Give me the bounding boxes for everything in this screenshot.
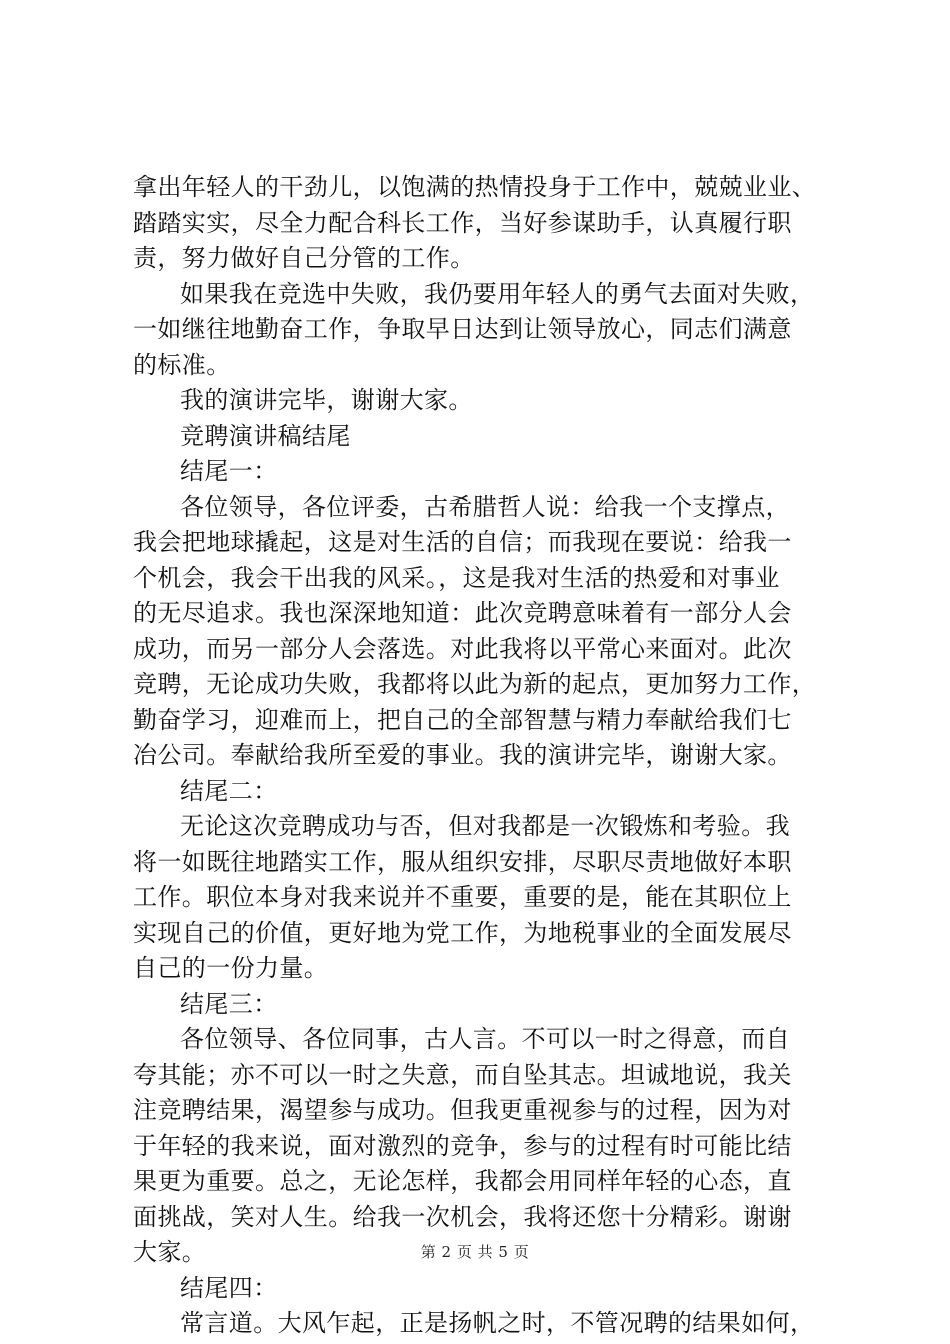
text-line: 常言道。大风乍起，正是扬帆之时，不管况聘的结果如何， (180, 1309, 815, 1337)
text-line: 的无尽追求。我也深深地知道：此次竞聘意味着有一部分人会 (133, 599, 792, 627)
text-line: 自己的一份力量。 (133, 954, 329, 982)
text-line: 面挑战，笑对人生。给我一次机会，我将还您十分精彩。谢谢 (133, 1202, 792, 1231)
text-line: 踏踏实实，尽全力配合科长工作，当好参谋助手，认真履行职 (133, 208, 792, 237)
text-line: 拿出年轻人的干劲儿，以饱满的热情投身于工作中，兢兢业业、 (133, 173, 817, 201)
text-line: 大家。 (133, 1238, 207, 1266)
text-line: 结尾二： (180, 776, 278, 805)
text-line: 我会把地球撬起，这是对生活的自信；而我现在要说：给我一 (133, 528, 792, 556)
text-line: 一如继往地勤奋工作，争取早日达到让领导放心，同志们满意 (133, 315, 792, 343)
text-line: 成功，而另一部分人会落选。对此我将以平常心来面对。此次 (133, 634, 792, 663)
text-line: 果更为重要。总之，无论怎样，我都会用同样年轻的心态，直 (133, 1167, 792, 1195)
text-line: 无论这次竞聘成功与否，但对我都是一次锻炼和考验。我 (180, 812, 790, 840)
text-line: 的标准。 (133, 350, 231, 379)
page-footer: 第 2 页 共 5 页 (420, 1243, 530, 1261)
text-line: 结尾一： (180, 457, 278, 485)
text-line: 各位领导，各位评委，古希腊哲人说：给我一个支撑点， (180, 492, 790, 521)
text-line: 结尾三： (180, 989, 278, 1018)
text-line: 注竞聘结果，渴望参与成功。但我更重视参与的过程，因为对 (133, 1096, 792, 1124)
text-line: 竞聘演讲稿结尾 (180, 421, 351, 450)
text-line: 工作。职位本身对我来说并不重要，重要的是，能在其职位上 (133, 883, 792, 911)
document-body (133, 170, 833, 1342)
text-line: 于年轻的我来说，面对激烈的竞争，参与的过程有时可能比结 (133, 1131, 792, 1160)
text-line: 如果我在竞选中失败，我仍要用年轻人的勇气去面对失败， (180, 279, 815, 308)
text-line: 冶公司。奉献给我所至爱的事业。我的演讲完毕，谢谢大家。 (133, 741, 792, 769)
text-line: 各位领导、各位同事，古人言。不可以一时之得意，而自 (180, 1025, 790, 1053)
text-line: 个机会，我会干出我的风采。，这是我对生活的热爱和对事业 (133, 563, 780, 592)
text-line: 结尾四： (180, 1273, 278, 1302)
text-line: 我的演讲完毕，谢谢大家。 (180, 386, 473, 414)
text-line: 责，努力做好自己分管的工作。 (133, 244, 475, 272)
text-line: 夸其能；亦不可以一时之失意，而自坠其志。坦诚地说，我关 (133, 1060, 792, 1089)
text-line: 实现自己的价值，更好地为党工作，为地税事业的全面发展尽 (133, 918, 792, 947)
text-line: 勤奋学习，迎难而上，把自己的全部智慧与精力奉献给我们七 (133, 705, 792, 734)
text-line: 将一如既往地踏实工作，服从组织安排，尽职尽责地做好本职 (133, 847, 792, 876)
text-line: 竞聘，无论成功失败，我都将以此为新的起点，更加努力工作， (133, 670, 817, 698)
